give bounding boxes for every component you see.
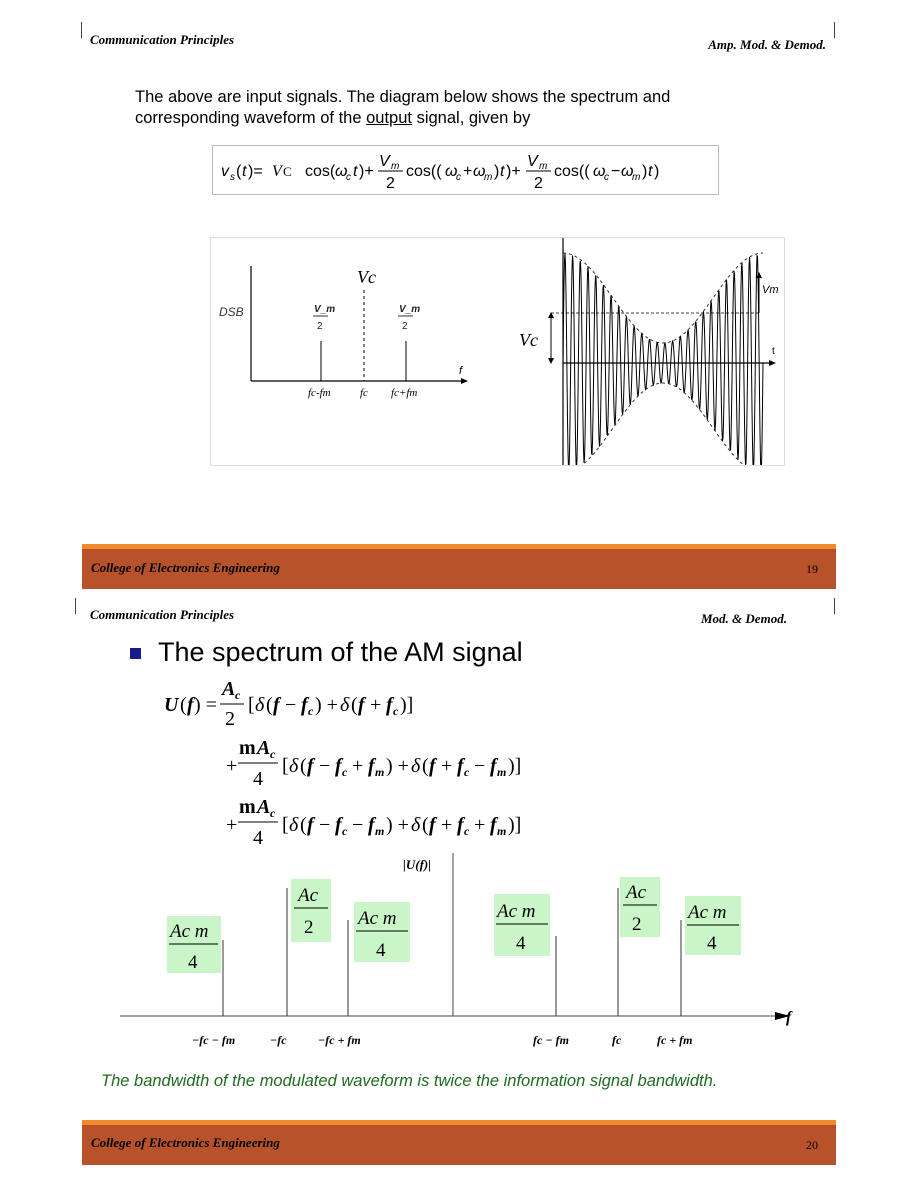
lsb-den: 2 — [317, 321, 323, 332]
box5-den: 2 — [632, 914, 642, 935]
svg-text:c: c — [456, 172, 461, 183]
tick-neg-fc-minus-fm: −fc − fm — [192, 1033, 236, 1047]
svg-text:)+: )+ — [506, 163, 521, 180]
svg-text:c: c — [346, 172, 351, 183]
svg-text:V: V — [527, 153, 538, 170]
svg-text:f: f — [187, 694, 194, 716]
svg-text:+: + — [352, 755, 364, 777]
svg-text:f: f — [335, 814, 342, 836]
svg-text:v: v — [221, 163, 229, 180]
svg-text:−: − — [611, 163, 621, 180]
svg-text:s: s — [230, 172, 235, 183]
usb-den: 2 — [402, 321, 408, 332]
svg-text:ω: ω — [621, 163, 634, 180]
dsb-figure-svg — [211, 238, 784, 465]
page-number-20: 20 — [806, 1138, 818, 1152]
tick-fc-fm: fc-fm — [308, 387, 331, 399]
dsb-spectrum — [219, 266, 468, 399]
am-waveform — [519, 238, 779, 465]
svg-text:) +: ) + — [386, 755, 409, 777]
svg-text:−: − — [319, 814, 331, 836]
svg-text:ω: ω — [473, 163, 486, 180]
dsb-label: DSB — [219, 305, 244, 319]
svg-text:f: f — [429, 755, 436, 777]
svg-text:) =: ) = — [194, 694, 217, 716]
vc-label: Vc — [519, 330, 538, 350]
dsb-figure — [210, 237, 785, 466]
svg-text:m: m — [239, 796, 256, 818]
am-spectrum-plot — [110, 848, 810, 1063]
svg-text:(: ( — [180, 694, 187, 716]
box1-num: Ac m — [170, 921, 209, 942]
svg-text:(: ( — [351, 694, 358, 716]
intro-text-pre: corresponding waveform of the — [135, 109, 367, 127]
lsb-num: V_m — [314, 304, 336, 315]
svg-text:)]: )] — [400, 694, 414, 716]
output-formula — [212, 145, 719, 195]
box4-num: Ac m — [497, 901, 536, 922]
svg-text:) +: ) + — [386, 814, 409, 836]
vm-label: Vm — [762, 284, 779, 296]
box3-num: Ac m — [358, 908, 397, 929]
box5-num: Ac — [626, 882, 647, 903]
box1-den: 4 — [188, 952, 198, 973]
svg-text:cos((: cos(( — [554, 163, 590, 180]
svg-text:(: ( — [236, 163, 242, 180]
svg-text:+: + — [441, 755, 453, 777]
svg-text:m: m — [239, 737, 256, 759]
svg-text:f: f — [490, 814, 497, 836]
header-right: Amp. Mod. & Demod. — [708, 37, 826, 52]
svg-text:4: 4 — [253, 827, 263, 849]
svg-text:f: f — [358, 694, 365, 716]
svg-text:f: f — [457, 814, 464, 836]
svg-text:c: c — [270, 806, 276, 820]
header-right-20: Mod. & Demod. — [701, 611, 787, 626]
svg-text:(: ( — [422, 814, 429, 836]
svg-text:f: f — [368, 814, 375, 836]
svg-text:f: f — [386, 694, 393, 716]
output-formula-render — [213, 146, 718, 194]
svg-text:(: ( — [422, 755, 429, 777]
svg-text:2: 2 — [386, 175, 395, 192]
svg-text:[: [ — [282, 755, 289, 777]
svg-text:f: f — [429, 814, 436, 836]
footer-college-20: College of Electronics Engineering — [91, 1135, 280, 1150]
svg-text:c: c — [393, 704, 399, 718]
svg-text:m: m — [497, 824, 507, 838]
svg-text:c: c — [308, 704, 314, 718]
header-tick-right-20 — [834, 598, 835, 614]
svg-text:c: c — [235, 688, 241, 702]
svg-text:f: f — [301, 694, 308, 716]
svg-text:c: c — [270, 747, 276, 761]
svg-text:[: [ — [282, 814, 289, 836]
svg-text:δ: δ — [289, 814, 299, 836]
tick-fc-plus-fm: fc+fm — [391, 387, 418, 399]
svg-text:c: c — [464, 824, 470, 838]
svg-text:c: c — [342, 765, 348, 779]
svg-text:2: 2 — [225, 708, 235, 730]
svg-text:ω: ω — [593, 163, 606, 180]
svg-text:2: 2 — [534, 175, 543, 192]
modulated-carrier — [563, 253, 763, 465]
t-label: t — [772, 346, 775, 357]
tick-fc: fc — [360, 387, 368, 399]
svg-text:t: t — [648, 163, 653, 180]
svg-text:f: f — [457, 755, 464, 777]
svg-text:): ) — [654, 163, 660, 180]
svg-text:−: − — [319, 755, 331, 777]
header-left-20: Communication Principles — [90, 607, 235, 622]
svg-text:+: + — [474, 814, 486, 836]
svg-text:f: f — [368, 755, 375, 777]
svg-text:c: c — [342, 824, 348, 838]
svg-text:C: C — [283, 164, 292, 179]
intro-line-2 — [135, 108, 530, 129]
svg-text:+: + — [370, 694, 382, 716]
svg-text:ω: ω — [335, 163, 348, 180]
svg-text:f: f — [490, 755, 497, 777]
svg-text:A: A — [257, 737, 271, 759]
svg-text:)]: )] — [508, 814, 522, 836]
svg-text:U: U — [164, 694, 179, 716]
header-left: Communication Principles — [90, 32, 235, 47]
svg-text:ω: ω — [445, 163, 458, 180]
svg-text:δ: δ — [411, 814, 421, 836]
svg-text:−: − — [352, 814, 364, 836]
tick-fc-plus-fm: fc + fm — [657, 1033, 693, 1047]
spectrum-f-axis-label: f — [459, 365, 463, 377]
svg-text:t: t — [242, 163, 247, 180]
svg-text:δ: δ — [255, 694, 265, 716]
svg-text:4: 4 — [253, 768, 263, 790]
header-tick-right — [834, 22, 835, 38]
intro-line-1: The above are input signals. The diagram below shows the spectrum and — [135, 88, 671, 106]
svg-text:−: − — [474, 755, 486, 777]
svg-text:+: + — [463, 163, 473, 180]
intro-text-post: signal, given by — [412, 109, 531, 127]
tick-fc: fc — [612, 1033, 622, 1047]
svg-text:m: m — [539, 161, 548, 172]
svg-text:f: f — [307, 755, 314, 777]
tick-fc-minus-fm: fc − fm — [533, 1033, 569, 1047]
svg-text:c: c — [604, 172, 609, 183]
svg-text:V: V — [272, 163, 282, 180]
page-number-19: 19 — [806, 562, 818, 576]
box2-num: Ac — [298, 885, 319, 906]
magnitude-label: |U(f)| — [403, 857, 432, 872]
svg-text:f: f — [307, 814, 314, 836]
svg-text:(: ( — [300, 755, 307, 777]
carrier-label: Vc — [357, 267, 376, 287]
box4-den: 4 — [516, 933, 526, 954]
svg-text:δ: δ — [411, 755, 421, 777]
svg-text:m: m — [391, 161, 400, 172]
svg-text:(: ( — [300, 814, 307, 836]
svg-text:m: m — [497, 765, 507, 779]
svg-text:cos(: cos( — [305, 163, 336, 180]
box6-num: Ac m — [688, 902, 727, 923]
intro-text-underlined: output — [366, 109, 412, 127]
svg-text:+: + — [226, 814, 238, 836]
svg-text:A: A — [222, 678, 236, 700]
header-tick-left — [81, 22, 82, 38]
am-spectrum-heading: The spectrum of the AM signal — [158, 637, 523, 667]
svg-text:m: m — [375, 824, 385, 838]
svg-text:)]: )] — [508, 755, 522, 777]
svg-text:t: t — [353, 163, 358, 180]
svg-text:)+: )+ — [359, 163, 374, 180]
box3-den: 4 — [376, 940, 386, 961]
am-spectrum-equation — [160, 675, 630, 855]
svg-text:[: [ — [248, 694, 255, 716]
svg-text:A: A — [257, 796, 271, 818]
svg-text:m: m — [484, 172, 493, 183]
svg-text:δ: δ — [340, 694, 350, 716]
box6-den: 4 — [707, 933, 717, 954]
svg-text:−: − — [285, 694, 297, 716]
tick-neg-fc-plus-fm: −fc + fm — [318, 1033, 361, 1047]
svg-text:f: f — [273, 694, 280, 716]
svg-text:): ) — [494, 163, 500, 180]
header-tick-left-20 — [75, 598, 76, 614]
svg-text:t: t — [500, 163, 505, 180]
box2-den: 2 — [304, 917, 314, 938]
svg-text:) +: ) + — [315, 694, 338, 716]
footer-college-19: College of Electronics Engineering — [91, 560, 280, 575]
svg-text:V: V — [379, 153, 390, 170]
bullet-square — [130, 648, 141, 659]
svg-text:cos((: cos(( — [406, 163, 442, 180]
svg-text:δ: δ — [289, 755, 299, 777]
svg-text:+: + — [226, 755, 238, 777]
usb-num: V_m — [399, 304, 421, 315]
svg-text:c: c — [464, 765, 470, 779]
bandwidth-note: The bandwidth of the modulated waveform is twice the information signal bandwidth. — [101, 1072, 718, 1090]
svg-text:m: m — [632, 172, 641, 183]
svg-text:f: f — [335, 755, 342, 777]
svg-text:)=: )= — [248, 163, 263, 180]
svg-text:(: ( — [266, 694, 273, 716]
svg-text:+: + — [441, 814, 453, 836]
svg-text:m: m — [375, 765, 385, 779]
tick-neg-fc: −fc — [270, 1033, 287, 1047]
svg-text:): ) — [642, 163, 648, 180]
f-axis-label: f — [786, 1009, 792, 1026]
